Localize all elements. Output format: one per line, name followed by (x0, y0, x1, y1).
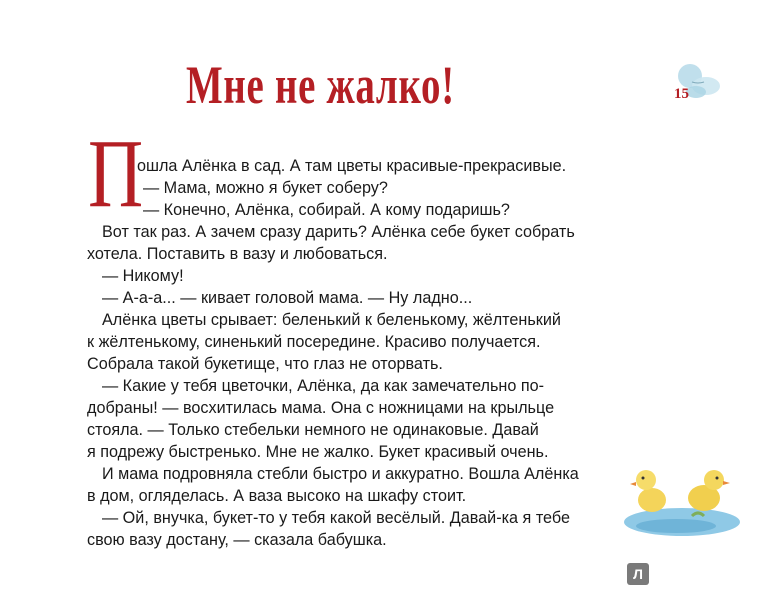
text-line: — Мама, можно я букет соберу? (143, 179, 388, 197)
text-line: И мама подровняла стебли быстро и аккуратно. Вошла Алёнка (102, 465, 579, 483)
page-title: Мне не жалко! (186, 55, 455, 115)
publisher-logo: Л (627, 563, 649, 585)
text-line: я подрежу быстренько. Мне не жалко. Букет красивый очень. (87, 443, 549, 461)
ducklings-illustration (622, 456, 744, 538)
text-line: — Никому! (102, 267, 184, 285)
page-number-ornament (668, 60, 728, 108)
text-line: — А-а-а... — кивает головой мама. — Ну ладно... (102, 289, 473, 307)
text-line: — Ой, внучка, букет-то у тебя какой весёлый. Давай-ка я тебе (102, 509, 570, 527)
text-line: Алёнка цветы срывает: беленький к беленькому, жёлтенький (102, 311, 561, 329)
drop-cap: П (88, 120, 144, 228)
text-line: добраны! — восхитилась мама. Она с ножницами на крыльце (87, 399, 555, 417)
text-line: Вот так раз. А зачем сразу дарить? Алёнка себе букет собрать (102, 223, 575, 241)
text-line: хотела. Поставить в вазу и любоваться. (87, 245, 388, 263)
text-line: — Конечно, Алёнка, собирай. А кому подаришь? (143, 201, 510, 219)
text-line: Собрала такой букетище, что глаз не оторвать. (87, 355, 443, 373)
text-line: ошла Алёнка в сад. А там цветы красивые-прекрасивые. (137, 157, 567, 175)
text-line: свою вазу достану, — сказала бабушка. (87, 531, 387, 549)
text-line: к жёлтенькому, синенький посередине. Красиво получается. (87, 333, 541, 351)
text-line: в дом, огляделась. А ваза высоко на шкафу стоит. (87, 487, 467, 505)
text-line: — Какие у тебя цветочки, Алёнка, да как замечательно по- (102, 377, 545, 395)
page-number: 15 (674, 86, 689, 102)
text-line: стояла. — Только стебельки немного не одинаковые. Давай (87, 421, 539, 439)
